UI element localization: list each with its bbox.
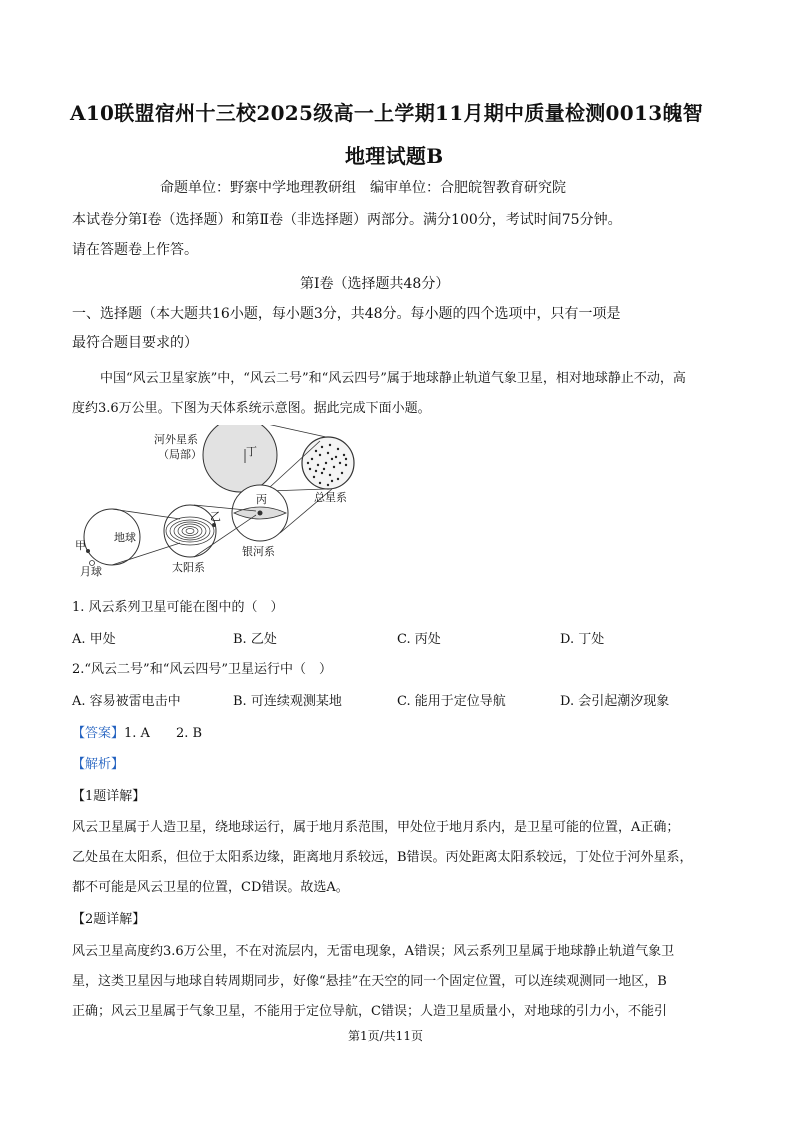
answer-label: 【答案】 xyxy=(72,726,125,741)
celestial-system-diagram xyxy=(70,425,370,585)
q2-detail-label: 【2题详解】 xyxy=(72,912,146,927)
question-2-stem: 2.“风云二号”和“风云四号”卫星运行中（ ） xyxy=(72,662,332,677)
analysis-label: 【解析】 xyxy=(72,757,125,772)
document-title: A10联盟宿州十三校2025级高一上学期11月期中质量检测0013魄智 xyxy=(70,101,704,125)
total-galaxy-circle xyxy=(302,437,354,489)
label-bing: 丙 xyxy=(256,493,267,506)
extragalactic-circle xyxy=(203,425,277,492)
label-earth: 地球 xyxy=(114,531,136,544)
question-1-stem: 1. 风云系列卫星可能在图中的（ ） xyxy=(72,600,284,615)
label-solar-system: 太阳系 xyxy=(172,561,205,574)
q1-detail-line: 都不可能是风云卫星的位置，CD错误。故选A。 xyxy=(72,880,349,895)
label-ding: 丁 xyxy=(246,445,257,458)
q2-option-c[interactable]: C. 能用于定位导航 xyxy=(397,694,506,709)
q1-option-c[interactable]: C. 丙处 xyxy=(397,632,441,647)
q1-option-a[interactable]: A. 甲处 xyxy=(72,632,116,647)
section-heading: 一、选择题（本大题共16小题，每小题3分，共48分。每小题的四个选项中，只有一项是 xyxy=(72,306,621,322)
q1-detail-line: 风云卫星属于人造卫星，绕地球运行，属于地月系范围，甲处位于地月系内，是卫星可能的位置，A正确； xyxy=(72,820,680,835)
label-milky-way: 银河系 xyxy=(242,545,275,558)
label-moon: 月球 xyxy=(80,565,102,578)
section-heading-2: 最符合题目要求的） xyxy=(72,335,198,351)
q2-option-b[interactable]: B. 可连续观测某地 xyxy=(233,694,342,709)
q1-option-b[interactable]: B. 乙处 xyxy=(233,632,277,647)
label-yi: 乙 xyxy=(210,510,221,523)
q2-detail-line: 风云卫星高度约3.6万公里，不在对流层内，无雷电现象，A错误；风云系列卫星属于地球静止轨道气象卫 xyxy=(72,944,675,959)
passage-line: 度约3.6万公里。下图为天体系统示意图。据此完成下面小题。 xyxy=(72,401,431,416)
q1-detail-line: 乙处虽在太阳系，但位于太阳系边缘，距离地月系较远，B错误。丙处距离太阳系较远，丁处位于河外星系， xyxy=(72,850,693,865)
exam-intro-2: 请在答题卷上作答。 xyxy=(72,242,198,258)
answer-text: 1. A 2. B xyxy=(124,726,203,741)
label-extragalactic: 河外星系 xyxy=(154,433,198,446)
q2-option-d[interactable]: D. 会引起潮汐现象 xyxy=(560,694,670,709)
q1-detail-label: 【1题详解】 xyxy=(72,789,146,804)
q1-option-d[interactable]: D. 丁处 xyxy=(560,632,605,647)
q2-option-a[interactable]: A. 容易被雷电击中 xyxy=(72,694,181,709)
q2-detail-line: 星，这类卫星因与地球自转周期同步，好像“悬挂”在天空的同一个固定位置，可以连续观测同一地区，B xyxy=(72,974,667,989)
answer-row xyxy=(72,722,202,741)
passage-line: 中国“风云卫星家族”中，“风云二号”和“风云四号”属于地球静止轨道气象卫星，相对地球静止不动，高 xyxy=(100,371,686,386)
authoring-units: 命题单位：野寨中学地理教研组 编审单位：合肥皖智教育研究院 xyxy=(160,180,566,196)
exam-intro: 本试卷分第Ⅰ卷（选择题）和第Ⅱ卷（非选择题）两部分。满分100分，考试时间75分钟。 xyxy=(72,212,622,228)
label-total-galaxy: 总星系 xyxy=(314,491,347,504)
volume-title: 第Ⅰ卷（选择题共48分） xyxy=(300,276,450,292)
label-jia: 甲 xyxy=(75,539,86,552)
q2-detail-line: 正确；风云卫星属于气象卫星，不能用于定位导航，C错误；人造卫星质量小，对地球的引力小，不能引 xyxy=(72,1004,667,1019)
document-subtitle: 地理试题B xyxy=(345,144,444,168)
label-partial: （局部） xyxy=(158,448,202,461)
page-number: 第1页/共11页 xyxy=(348,1029,423,1043)
